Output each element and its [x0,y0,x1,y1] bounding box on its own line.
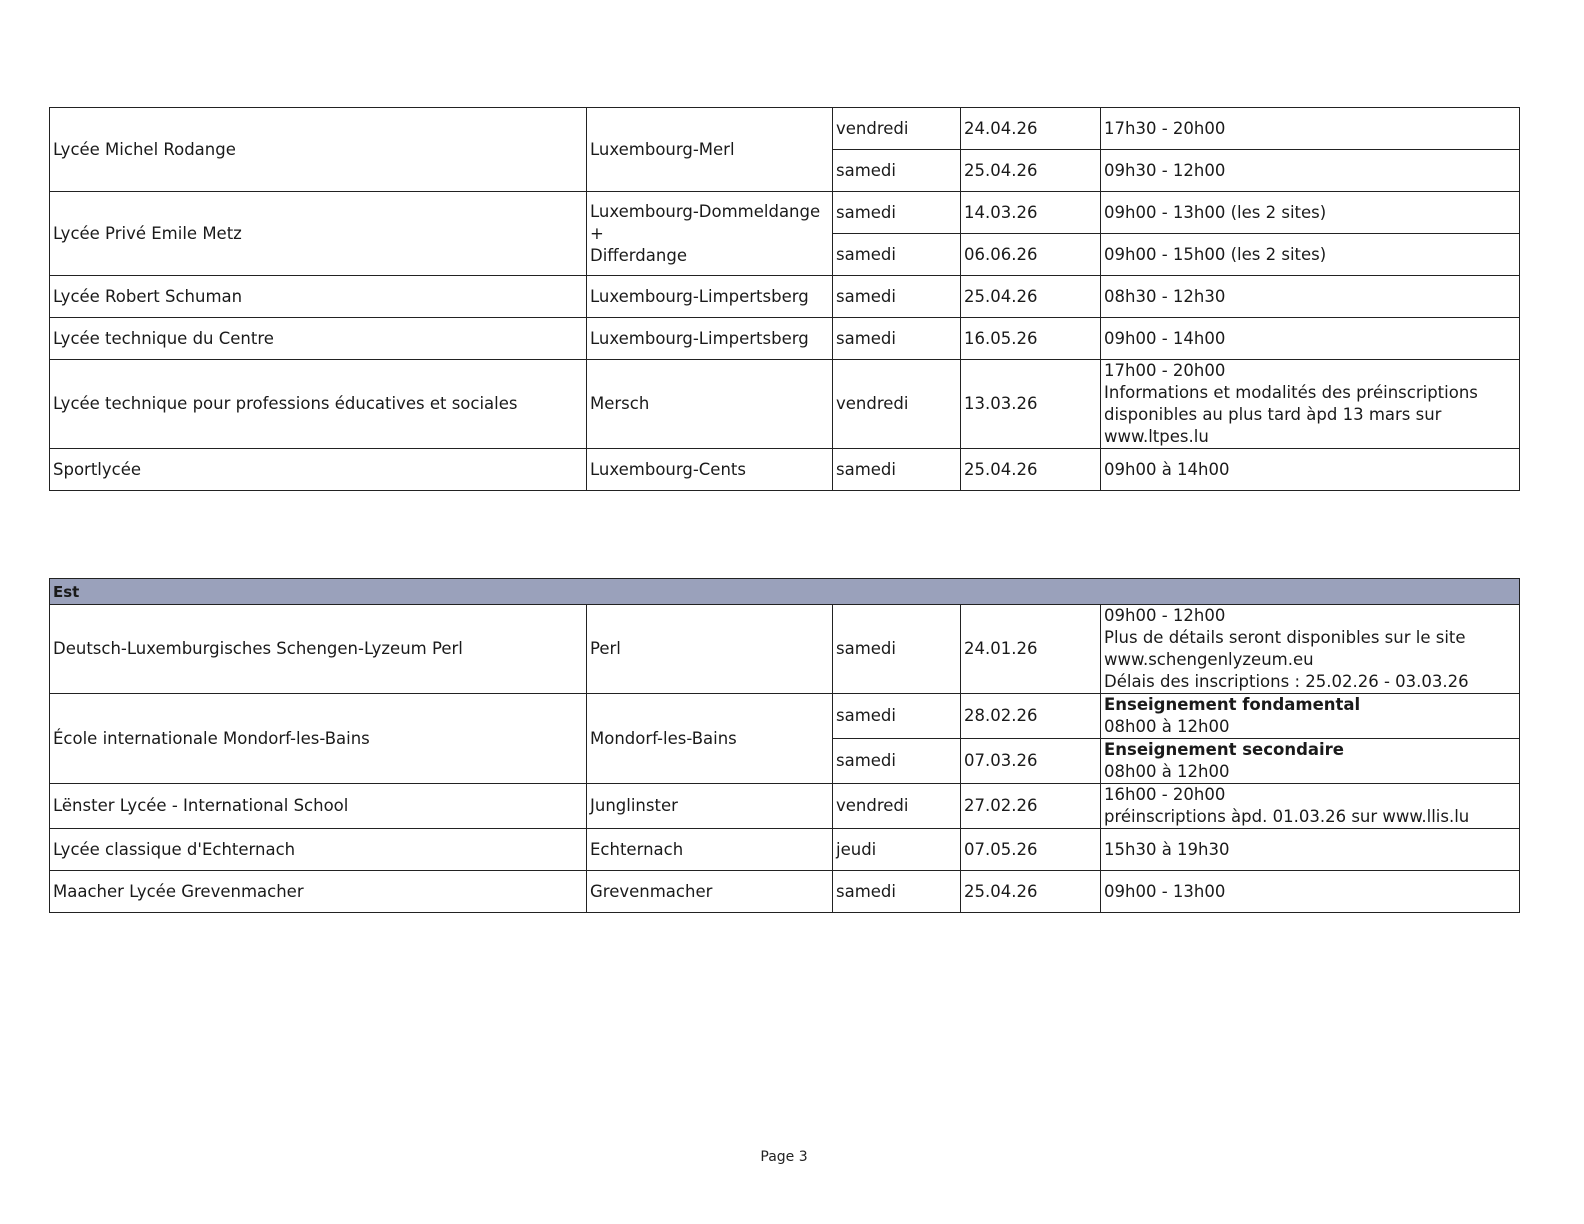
session-hours: 09h00 à 14h00 [1101,449,1520,491]
school-location: Mondorf-les-Bains [587,694,833,784]
table-row [50,108,1520,150]
session-date: 25.04.26 [961,449,1101,491]
table-row [50,784,1520,829]
info-line: Informations et modalités des préinscriptions [1104,383,1478,402]
session-date: 25.04.26 [961,871,1101,913]
schedule-table-center [49,107,1520,491]
session-hours: 09h00 - 14h00 [1101,318,1520,360]
school-location: Luxembourg-Cents [587,449,833,491]
session-date: 28.02.26 [961,694,1101,739]
session-day: samedi [833,318,961,360]
school-location: Luxembourg-Limpertsberg [587,276,833,318]
session-date: 06.06.26 [961,234,1101,276]
school-location: Luxembourg-Merl [587,108,833,192]
location-line: Luxembourg-Dommeldange [590,201,821,221]
school-name: École internationale Mondorf-les-Bains [50,694,587,784]
schedule-table-est [49,578,1520,913]
school-name: Lycée classique d'Echternach [50,829,587,871]
session-day: samedi [833,449,961,491]
table-row [50,871,1520,913]
school-name: Lycée technique du Centre [50,318,587,360]
session-day: samedi [833,871,961,913]
session-info [1101,694,1520,739]
session-day: samedi [833,605,961,694]
session-date: 16.05.26 [961,318,1101,360]
info-line: disponibles au plus tard àpd 13 mars sur [1104,405,1442,424]
school-name: Lycée Michel Rodange [50,108,587,192]
table-row [50,605,1520,694]
session-day: samedi [833,234,961,276]
table-row [50,449,1520,491]
info-line: préinscriptions àpd. 01.03.26 sur www.llis.lu [1104,807,1470,826]
school-location: Echternach [587,829,833,871]
table-row [50,360,1520,449]
session-info [1101,605,1520,694]
session-info [1101,360,1520,449]
session-date: 24.01.26 [961,605,1101,694]
session-hours: 17h30 - 20h00 [1101,108,1520,150]
session-hours: 08h00 à 12h00 [1104,717,1230,736]
school-name: Lënster Lycée - International School [50,784,587,829]
location-line: Differdange [590,245,687,265]
session-hours: 09h00 - 13h00 [1101,871,1520,913]
session-day: jeudi [833,829,961,871]
session-hours: 09h30 - 12h00 [1101,150,1520,192]
session-day: vendredi [833,108,961,150]
info-line: Délais des inscriptions : 25.02.26 - 03.03.26 [1104,672,1469,691]
session-day: vendredi [833,784,961,829]
info-line: www.ltpes.lu [1104,427,1209,446]
session-title: Enseignement fondamental [1104,695,1361,714]
session-hours: 08h00 à 12h00 [1104,762,1230,781]
school-location [587,192,833,276]
info-line: Plus de détails seront disponibles sur le site [1104,628,1466,647]
school-name: Sportlycée [50,449,587,491]
page-number: Page 3 [760,1149,808,1165]
section-header-row [50,579,1520,605]
school-name: Lycée technique pour professions éducatives et sociales [50,360,587,449]
session-date: 13.03.26 [961,360,1101,449]
session-date: 24.04.26 [961,108,1101,150]
session-date: 14.03.26 [961,192,1101,234]
table-row [50,694,1520,739]
school-name: Lycée Robert Schuman [50,276,587,318]
location-line: + [590,223,604,243]
session-day: samedi [833,276,961,318]
session-info [1101,739,1520,784]
school-location: Junglinster [587,784,833,829]
session-date: 07.05.26 [961,829,1101,871]
table-row [50,276,1520,318]
info-line: 17h00 - 20h00 [1104,361,1226,380]
school-location: Mersch [587,360,833,449]
session-info [1101,784,1520,829]
session-date: 25.04.26 [961,276,1101,318]
school-location: Luxembourg-Limpertsberg [587,318,833,360]
session-hours: 09h00 - 13h00 (les 2 sites) [1101,192,1520,234]
table-row [50,318,1520,360]
session-day: samedi [833,150,961,192]
section-header: Est [50,579,1520,605]
info-line: 09h00 - 12h00 [1104,606,1226,625]
session-date: 27.02.26 [961,784,1101,829]
session-day: samedi [833,739,961,784]
school-location: Grevenmacher [587,871,833,913]
session-day: samedi [833,694,961,739]
school-location: Perl [587,605,833,694]
session-hours: 09h00 - 15h00 (les 2 sites) [1101,234,1520,276]
info-line: www.schengenlyzeum.eu [1104,650,1314,669]
session-title: Enseignement secondaire [1104,740,1344,759]
session-day: vendredi [833,360,961,449]
school-name: Maacher Lycée Grevenmacher [50,871,587,913]
session-hours: 08h30 - 12h30 [1101,276,1520,318]
session-date: 25.04.26 [961,150,1101,192]
session-date: 07.03.26 [961,739,1101,784]
table-row [50,192,1520,234]
table-row [50,829,1520,871]
school-name: Lycée Privé Emile Metz [50,192,587,276]
session-hours: 15h30 à 19h30 [1101,829,1520,871]
info-line: 16h00 - 20h00 [1104,785,1226,804]
session-day: samedi [833,192,961,234]
school-name: Deutsch-Luxemburgisches Schengen-Lyzeum Perl [50,605,587,694]
